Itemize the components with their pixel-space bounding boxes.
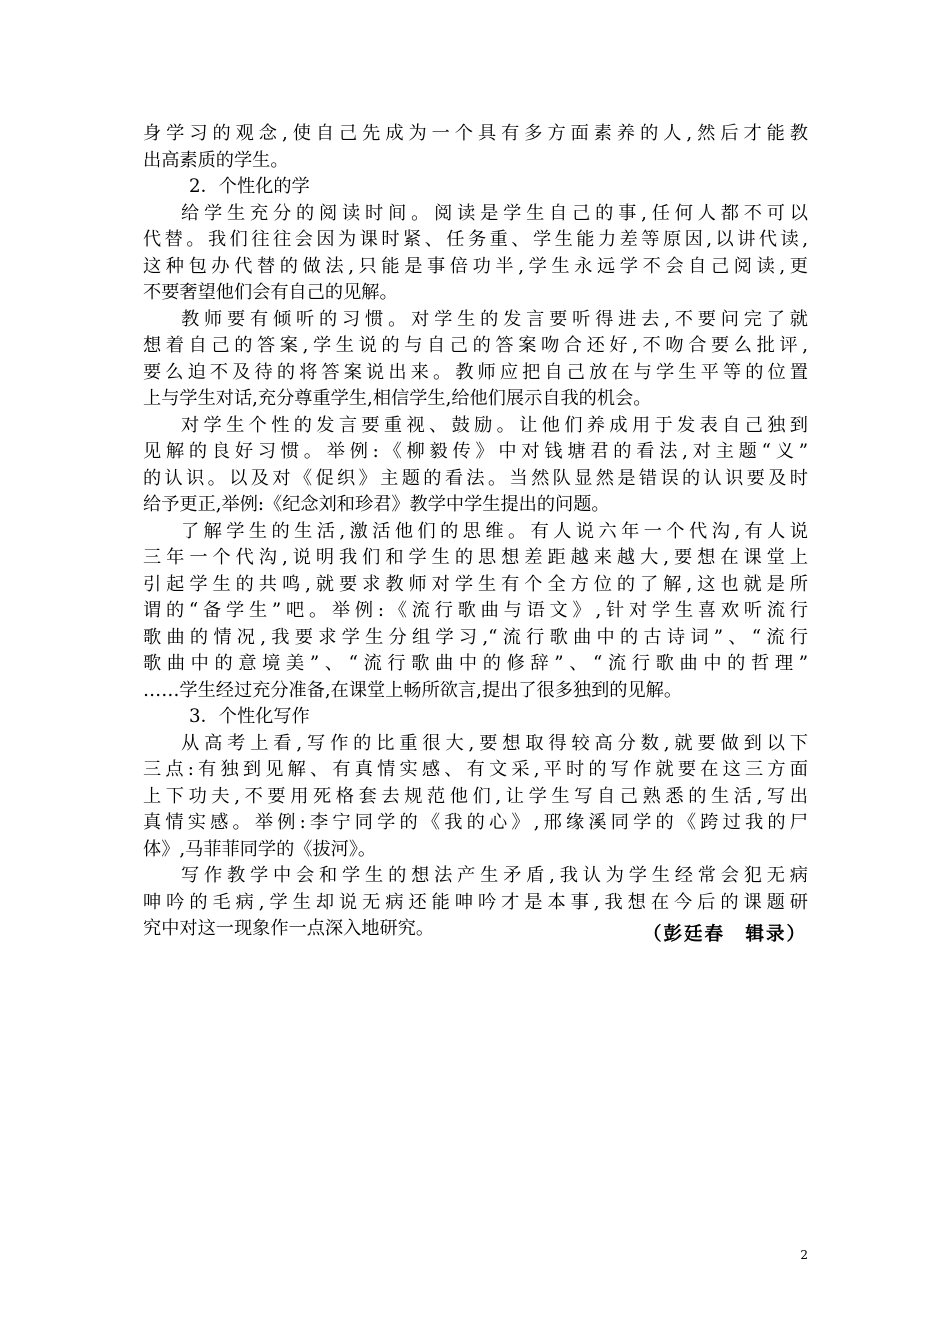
- text-line: 要么迫不及待的将答案说出来。教师应把自己放在与学生平等的位置: [143, 361, 808, 383]
- text-line: 想着自己的答案,学生说的与自己的答案吻合还好,不吻合要么批评,: [143, 335, 808, 356]
- text-line: 的认识。以及对《促织》主题的看法。当然队显然是错误的认识要及时: [143, 467, 808, 489]
- text-line: 歌曲中的意境美”、“流行歌曲中的修辞”、“流行歌曲中的哲理”: [143, 653, 808, 674]
- paragraph: [143, 201, 808, 307]
- text-line: 呻吟的毛病,学生却说无病还能呻吟才是本事,我想在今后的课题研: [143, 891, 808, 913]
- text-line: 这种包办代替的做法,只能是事倍功半,学生永远学不会自己阅读,更: [143, 255, 808, 277]
- text-line: 写作教学中会和学生的想法产生矛盾,我认为学生经常会犯无病: [181, 865, 808, 886]
- text-line: 三年一个代沟,说明我们和学生的思想差距越来越大,要想在课堂上: [143, 547, 808, 568]
- text-line: 真情实感。举例:李宁同学的《我的心》,邢缘溪同学的《跨过我的尸: [143, 812, 808, 833]
- text-line: 代替。我们往往会因为课时紧、任务重、学生能力差等原因,以讲代读,: [143, 229, 808, 250]
- text-line: 从高考上看,写作的比重很大,要想取得较高分数,就要做到以下: [181, 732, 808, 754]
- text-line: 见解的良好习惯。举例:《柳毅传》中对钱塘君的看法,对主题“义”: [143, 441, 808, 462]
- text-line: 出高素质的学生。: [143, 149, 289, 171]
- text-line: 体》,马菲菲同学的《拔河》。: [143, 838, 377, 860]
- text-line: 上与学生对话,充分尊重学生,相信学生,给他们展示自我的机会。: [143, 388, 652, 409]
- text-line: 歌曲的情况,我要求学生分组学习,“流行歌曲中的古诗词”、“流行: [143, 626, 808, 648]
- text-line: 上下功夫,不要用死格套去规范他们,让学生写自己熟悉的生活,写出: [143, 785, 808, 807]
- section-heading: [143, 704, 808, 731]
- text-line: 身学习的观念,使自己先成为一个具有多方面素养的人,然后才能教: [143, 123, 808, 144]
- text-line: 3．个性化写作: [189, 706, 310, 727]
- text-line: 了解学生的生活,激活他们的思维。有人说六年一个代沟,有人说: [181, 520, 808, 542]
- text-line: 对学生个性的发言要重视、鼓励。让他们养成用于发表自己独到: [181, 414, 808, 436]
- paragraph: [143, 307, 808, 413]
- text-line: 给学生充分的阅读时间。阅读是学生自己的事,任何人都不可以: [181, 202, 808, 224]
- signature: （彭廷春 辑录）: [642, 924, 807, 945]
- paragraph: [143, 413, 808, 519]
- paragraph: [143, 519, 808, 705]
- text-line: 教师要有倾听的习惯。对学生的发言要听得进去,不要问完了就: [181, 308, 808, 330]
- page-number: 2: [800, 1248, 808, 1262]
- text-line: ……学生经过充分准备,在课堂上畅所欲言,提出了很多独到的见解。: [143, 679, 683, 701]
- document-body: [143, 121, 808, 943]
- text-line: 不要奢望他们会有自己的见解。: [143, 282, 398, 303]
- text-line: 谓的“备学生”吧。举例:《流行歌曲与语文》,针对学生喜欢听流行: [143, 600, 808, 621]
- paragraph: [143, 121, 808, 174]
- text-line: 2．个性化的学: [189, 176, 310, 197]
- section-heading: [143, 174, 808, 201]
- text-line: 究中对这一现象作一点深入地研究。: [143, 918, 435, 939]
- text-line: 给予更正,举例:《纪念刘和珍君》教学中学生提出的问题。: [143, 494, 610, 515]
- text-line: 引起学生的共鸣,就要求教师对学生有个全方位的了解,这也就是所: [143, 573, 808, 595]
- paragraph: [143, 731, 808, 864]
- text-line: 三点:有独到见解、有真情实感、有文采,平时的写作就要在这三方面: [143, 759, 808, 780]
